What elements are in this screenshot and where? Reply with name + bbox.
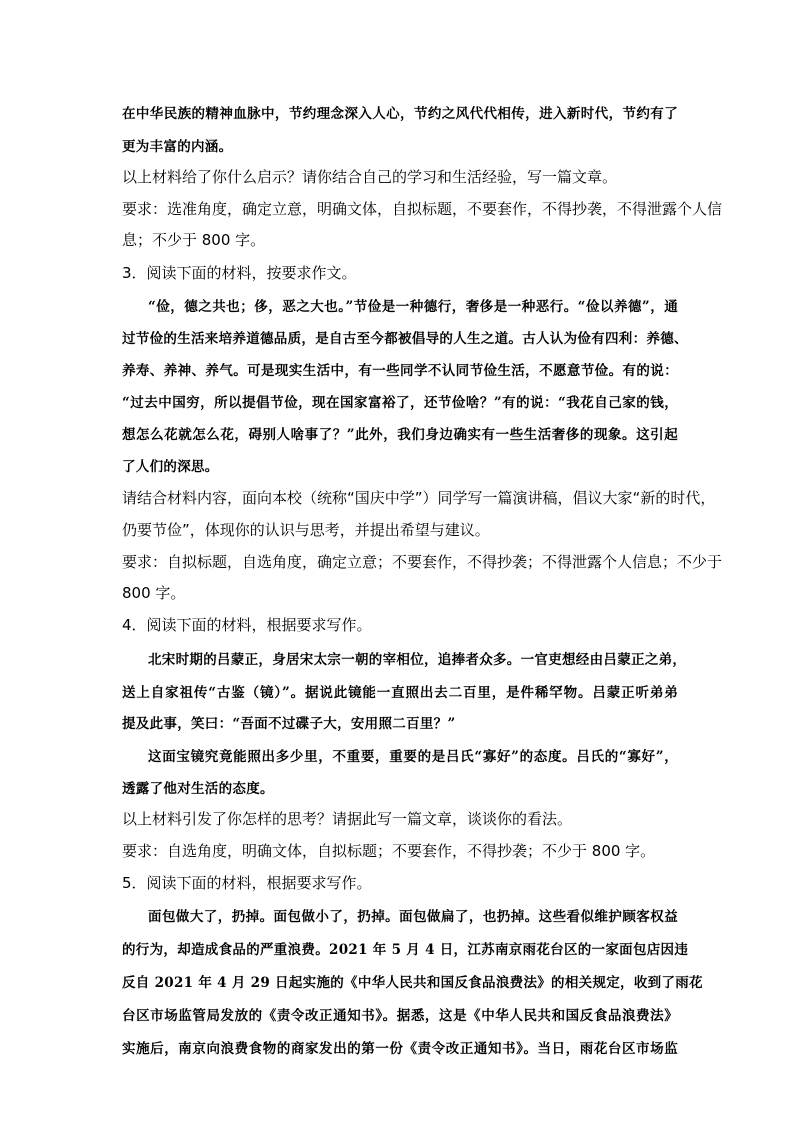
question-heading: 4．阅读下面的材料，根据要求写作。 [122, 616, 372, 634]
requirements: 800 字。 [122, 584, 186, 602]
requirements: 息；不少于 800 字。 [122, 231, 266, 249]
writing-task: 请结合材料内容，面向本校（统称“国庆中学”）同学写一篇演讲稿，倡议大家“新的时代， [122, 489, 716, 507]
material-text: 透露了他对生活的态度。 [122, 781, 274, 797]
material-text: 台区市场监管局发放的《责令改正通知书》。据悉，这是《中华人民共和国反食品浪费法》 [122, 1008, 678, 1024]
line-text: 更为丰富的内涵。 [122, 139, 233, 155]
material-text: 养寿、养神、养气。可是现实生活中，有一些同学不认同节俭生活，不愿意节俭。有的说： [122, 363, 678, 379]
material-text: 的行为，却造成食品的严重浪费。2021 年 5 月 4 日，江苏南京雨花台区的一家面包店因违 [122, 942, 689, 958]
line-text: 在中华民族的精神血脉中，节约理念深入人心，节约之风代代相传，进入新时代，节约有了 [122, 106, 678, 122]
material-text: 实施后，南京向浪费食物的商家发出的第一份《责令改正通知书》。当日，雨花台区市场监 [122, 1041, 678, 1057]
question-heading: 5．阅读下面的材料，根据要求写作。 [122, 874, 372, 892]
requirements: 要求：自拟标题，自选角度，确定立意；不要套作，不得抄袭；不得泄露个人信息；不少于 [122, 553, 723, 571]
writing-prompt: 以上材料给了你什么启示？请你结合自己的学习和生活经验，写一篇文章。 [122, 168, 618, 186]
material-text: 提及此事，笑曰：“吾面不过碟子大，安用照二百里？” [122, 716, 456, 732]
text-line [122, 102, 678, 122]
material-text: 北宋时期的吕蒙正，身居宋太宗一朝的宰相位，追捧者众多。一官吏想经由吕蒙正之弟， [148, 652, 687, 668]
material-text: 了人们的深思。 [122, 459, 219, 475]
material-text: 这面宝镜究竟能照出多少里，不重要，重要的是吕氏“寡好”的态度。吕氏的“寡好”， [148, 749, 678, 765]
material-text: 送上自家祖传“古鉴（镜）”。据说此镜能一直照出去二百里，是件稀罕物。吕蒙正听弟弟 [122, 685, 678, 701]
material-text: “俭，德之共也；侈，恶之大也。”节俭是一种德行，奢侈是一种恶行。“俭以养德”，通 [148, 299, 678, 315]
material-text: 反自 2021 年 4 月 29 日起实施的《中华人民共和国反食品浪费法》的相关规定，收到了雨花 [122, 975, 703, 991]
material-text: 过节俭的生活来培养道德品质，是自古至今都被倡导的人生之道。古人认为俭有四利：养德、 [122, 331, 688, 347]
requirements: 要求：自选角度，明确文体，自拟标题；不要套作，不得抄袭；不少于 800 字。 [122, 842, 656, 860]
writing-prompt: 以上材料引发了你怎样的思考？请据此写一篇文章，谈谈你的看法。 [122, 810, 573, 828]
material-text: 面包做大了，扔掉。面包做小了，扔掉。面包做扁了，也扔掉。这些看似维护顾客权益 [148, 909, 678, 925]
material-text: 想怎么花就怎么花，碍别人啥事了？”此外，我们身边确实有一些生活奢侈的现象。这引起 [122, 427, 678, 443]
material-text: “过去中国穷，所以提倡节俭，现在国家富裕了，还节俭啥？”有的说：“我花自己家的钱， [122, 395, 678, 411]
text-line [122, 135, 232, 155]
question-heading: 3．阅读下面的材料，按要求作文。 [122, 264, 357, 282]
requirements: 要求：选准角度，确定立意，明确文体，自拟标题，不要套作，不得抄袭，不得泄露个人信 [122, 200, 723, 218]
writing-task: 仍要节俭”，体现你的认识与思考，并提出希望与建议。 [122, 521, 490, 539]
